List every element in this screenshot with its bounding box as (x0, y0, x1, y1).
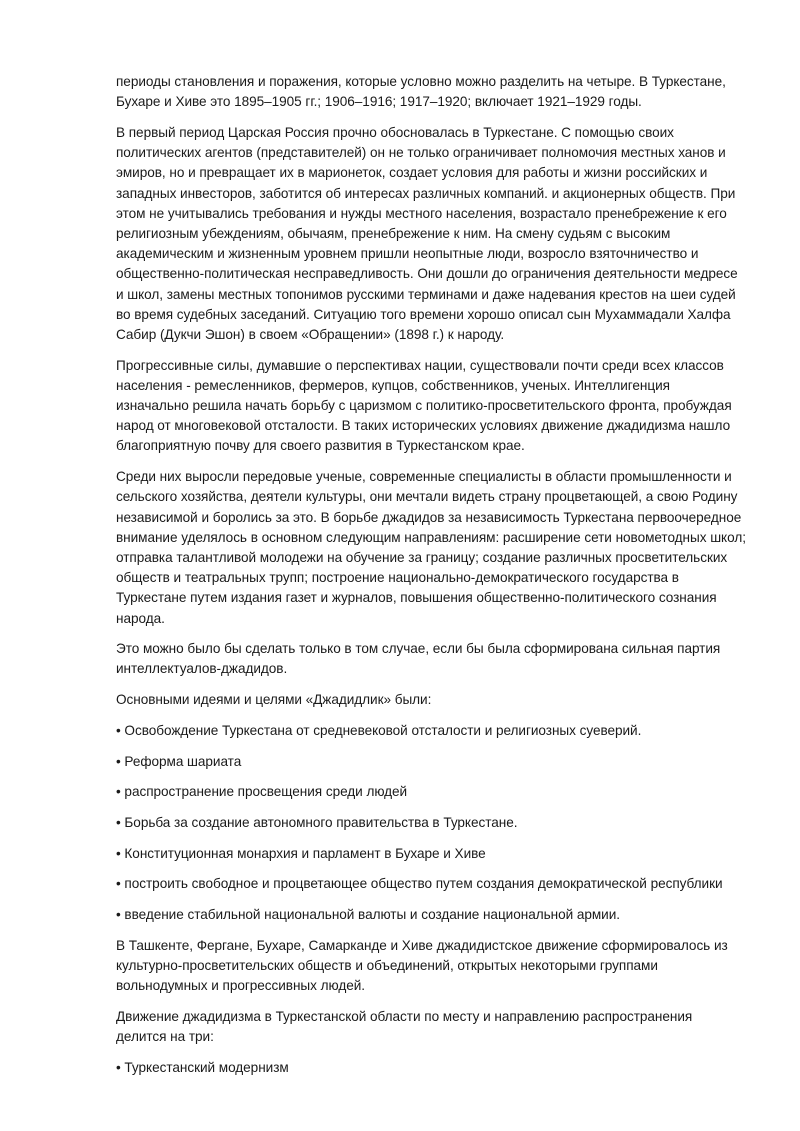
paragraph-progressive-forces: Прогрессивные силы, думавшие о перспективах нации, существовали почти среди всех классов населения - ремесленников, фермеров, купцов, собственников, ученых. Интеллигенция изначально решила начать борьбу с царизмом с политико-просветительского фронта, пробуждая народ от многовековой отсталости. В таких исторических условиях движение джадидизма нашло благоприятную почву для своего развития в Туркестанском крае. (116, 357, 732, 454)
bullet-item: • введение стабильной национальной валюты и создание национальной армии. (116, 907, 620, 923)
paragraph-cities: В Ташкенте, Фергане, Бухаре, Самарканде и Хиве джадидистское движение сформировалось из культурно-просветительских обществ и объединений, открытых некоторыми группами вольнодумных и прогрессивных людей. (116, 937, 728, 994)
bullet-item: • Освобождение Туркестана от средневековой отсталости и религиозных суеверий. (116, 722, 642, 738)
paragraph-party: Это можно было бы сделать только в том случае, если бы была сформирована сильная партия интеллектуалов-джадидов. (116, 641, 721, 677)
paragraph-periods: периоды становления и поражения, которые условно можно разделить на четыре. В Туркестане, Бухаре и Хиве это 1895–1905 гг.; 1906–1916; 1917–1920; включает 1921–1929 годы. (116, 74, 726, 110)
bullet-item: • Туркестанский модернизм (116, 1059, 289, 1075)
bullet-item: • распространение просвещения среди людей (116, 784, 408, 800)
bullet-item: • Борьба за создание автономного правительства в Туркестане. (116, 815, 518, 830)
document-page (116, 72, 746, 1089)
bullet-item: • построить свободное и процветающее общество путем создания демократической республики (116, 876, 723, 892)
paragraph-first-period: В первый период Царская Россия прочно обосновалась в Туркестане. С помощью своих политических агентов (представителей) он не только ограничивает полномочия местных ханов и эмиров, но и превращает их в марионеток, создает условия для работы и жизни российских и западных инвесторов, заботится об интересах различных компаний. и акционерных обществ. При этом не учитывались требования и нужды местного населения, возрастало пренебрежение к его религиозным убеждениям, обычаям, пренебрежение к ним. На смену судьям с высоким академическим и жизненным уровнем пришли неопытные люди, возросло взяточничество и общественно-политическая несправедливость. Они дошли до ограничения деятельности медресе и школ, замены местных топонимов русскими терминами и даже надевания крестов на шеи судей во время судебных заседаний. Ситуацию того времени хорошо описал сын Мухаммадали Халфа Сабир (Дукчи Эшон) в своем «Обращении» (1898 г.) к народу. (116, 124, 738, 342)
paragraph-scholars: Среди них выросли передовые ученые, современные специалисты в области промышленности и сельского хозяйства, деятели культуры, они мечтали видеть страну процветающей, а свою Родину независимой и боролись за это. В борьбе джадидов за независимость Туркестана первоочередное внимание уделялось в основном следующим направлениям: расширение сети новометодных школ; отправка талантливой молодежи на обучение за границу; создание различных просветительских обществ и театральных трупп; построение национально-демократического государства в Туркестане путем издания газет и журналов, повышения общественно-политического сознания народа. (116, 469, 746, 626)
bullet-item: • Конституционная монархия и парламент в Бухаре и Хиве (116, 845, 486, 861)
paragraph-division: Движение джадидизма в Туркестанской области по месту и направлению распространения делится на три: (116, 1008, 693, 1045)
bullet-item: • Реформа шариата (116, 753, 242, 769)
paragraph-main-ideas-heading: Основными идеями и целями «Джадидлик» были: (116, 692, 432, 708)
